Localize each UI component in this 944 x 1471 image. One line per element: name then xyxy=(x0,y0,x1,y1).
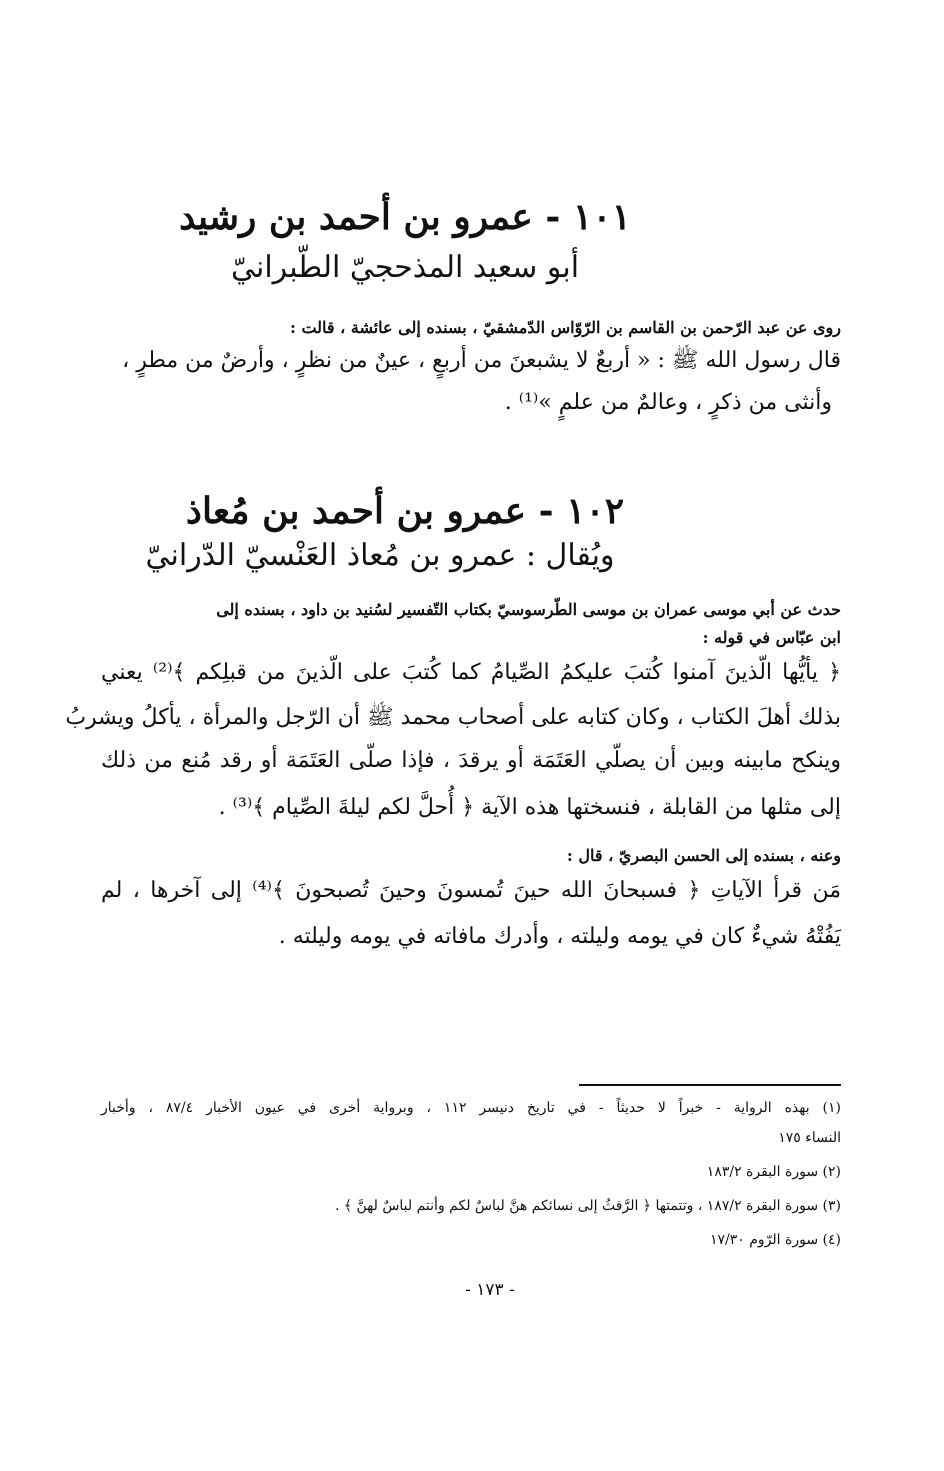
entry-102-subtitle: ويُقال : عمرو بن مُعاذ العَنْسيّ الدّرانيّ xyxy=(145,538,615,573)
entry-102-isnad: حدث عن أبي موسى عمران بن موسى الطّرسوسيّ بكتاب التّفسير لسُنيد بن داود ، بسنده إلى xyxy=(216,600,841,619)
entry-102-text-line: وينكح مابينه وبين أن يصلّي العَتَمَة أو يرقدَ ، فإذا صلّى العَتَمَة أو رقد مُنع من ذلك xyxy=(101,748,841,773)
footnote-1: (١) بهذه الرواية - خبراً لا حديثاً - في تاريخ دنيسر ١١٢ ، وبرواية أخرى في عيون الأخبار ٨٧/٤ ، وأخبار xyxy=(101,1100,841,1116)
entry-102-text-line: ﴿ يأيُّها الّذينَ آمنوا كُتبَ عليكمُ الصِّيامُ كما كُتبَ على الّذينَ من قبلِكم ﴾⁽²⁾ يعني xyxy=(101,660,841,685)
entry-102-text-line: يَفُتْهُ شيءٌ كان في يومه وليلته ، وأدرك مافاته في يومه وليلته . xyxy=(278,924,841,949)
entry-101-isnad: روى عن عبد الرّحمن بن القاسم بن الرّوّاس الدّمشقيّ ، بسنده إلى عائشة ، قالت : xyxy=(289,318,841,337)
entry-101-text-line: قال رسول الله ﷺ : « أربعٌ لا يشبعنَ من أربعٍ ، عينٌ من نظرٍ ، وأرضٌ من مطرٍ ، xyxy=(122,348,841,373)
entry-101-title: ١٠١ - عمرو بن أحمد بن رشيد xyxy=(179,196,631,238)
entry-102-text-line: مَن قرأ الآياتِ ﴿ فسبحانَ الله حينَ تُمسونَ وحينَ تُصبحونَ ﴾⁽⁴⁾ إلى آخرها ، لم xyxy=(101,878,841,903)
entry-101-subtitle: أبو سعيد المذحجيّ الطّبرانيّ xyxy=(230,250,580,285)
entry-101-text-line: وأنثى من ذكرٍ ، وعالمٌ من علمٍ »⁽¹⁾ . xyxy=(504,390,832,415)
entry-102-isnad: وعنه ، بسنده إلى الحسن البصريّ ، قال : xyxy=(566,846,841,865)
entry-102-text-line: إلى مثلها من القابلة ، فنسختها هذه الآية ﴿ أُحلَّ لكم ليلةَ الصِّيام ﴾⁽³⁾ . xyxy=(218,795,841,820)
footnote-divider xyxy=(579,1084,841,1086)
entry-102-title: ١٠٢ - عمرو بن أحمد بن مُعاذ xyxy=(185,490,625,532)
footnote-1-continued: النساء ١٧٥ xyxy=(778,1130,841,1146)
page-number: - ١٧٣ - xyxy=(465,1280,515,1300)
footnote-4: (٤) سورة الرّوم ١٧/٣٠ xyxy=(710,1232,841,1248)
footnote-3: (٣) سورة البقرة ١٨٧/٢ ، وتتمتها ﴿ الرَّفثُ إلى نسائكم هنَّ لباسٌ لكم وأنتم لباسٌ لهنَّ ﴾ . xyxy=(334,1198,841,1214)
footnote-2: (٢) سورة البقرة ١٨٣/٢ xyxy=(706,1164,841,1180)
entry-102-isnad: ابن عبّاس في قوله : xyxy=(702,628,841,647)
entry-102-text-line: بذلك أهلَ الكتاب ، وكان كتابه على أصحاب محمد ﷺ أن الرّجل والمرأة ، يأكلُ ويشربُ xyxy=(65,705,841,730)
